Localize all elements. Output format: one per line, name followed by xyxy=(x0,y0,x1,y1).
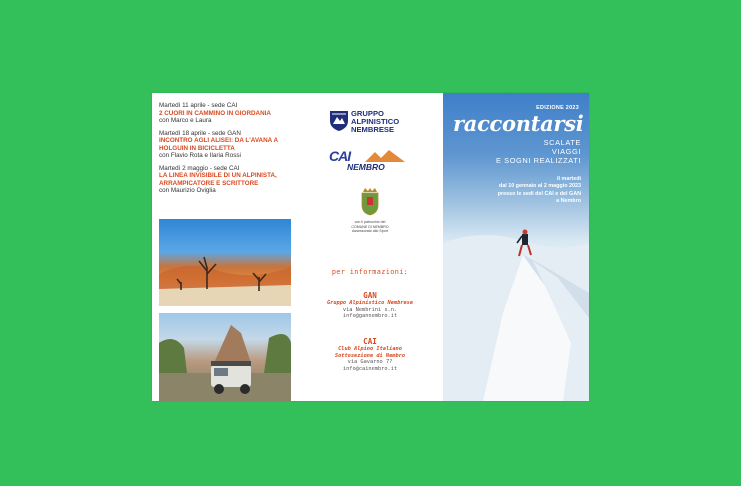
event-speakers: con Marco e Laura xyxy=(159,117,212,124)
gan-name: GAN xyxy=(363,291,377,300)
cai-logo-subtext: NEMBRO xyxy=(347,162,385,172)
cai-logo xyxy=(329,148,409,172)
info-panel xyxy=(297,93,443,401)
schedule-line: a Nembro xyxy=(556,198,581,205)
schedule-note xyxy=(498,176,581,206)
event-item xyxy=(159,165,297,195)
gan-contact xyxy=(297,291,443,320)
event-date: Martedì 2 maggio - sede CAI xyxy=(159,164,240,172)
patronage-note xyxy=(317,220,423,234)
brochure xyxy=(152,93,589,401)
event-date: Martedì 18 aprile - sede GAN xyxy=(159,129,241,137)
gan-logo xyxy=(329,110,399,134)
gan-logo-line: GRUPPO xyxy=(351,109,384,118)
schedule-line: dal 10 gennaio al 2 maggio 2023 xyxy=(498,183,581,190)
event-speakers: con Maurizio Oviglia xyxy=(159,187,216,194)
event-item xyxy=(159,102,297,125)
gan-full-name: Gruppo Alpinistico Nembrese xyxy=(326,300,414,306)
cai-contact xyxy=(297,337,443,372)
cai-name: CAI xyxy=(363,337,377,346)
patronage-line: Assessorato allo Sport xyxy=(352,229,388,233)
gan-logo-line: ALPINISTICO xyxy=(351,117,400,126)
safari-photo xyxy=(159,313,291,401)
cover-subtitle xyxy=(496,138,581,166)
patronage-line: COMUNE DI NEMBRO xyxy=(351,224,389,229)
subtitle-line: E SOGNI REALIZZATI xyxy=(496,156,581,166)
cover-title: raccontarsi xyxy=(453,111,584,136)
event-title: INCONTRO AGLI ALISEI: DA L'AVANA A HOLGUIN IN BICICLETTA xyxy=(159,137,278,152)
program-panel xyxy=(152,93,297,401)
event-title: 2 CUORI IN CAMMINO IN GIORDANIA xyxy=(159,109,271,117)
cai-full-name: Club Alpino Italiano xyxy=(338,346,402,352)
info-heading: per informazioni: xyxy=(331,268,409,276)
gan-address: via Nembrini s.n. xyxy=(342,306,398,313)
subtitle-line: SCALATE xyxy=(543,138,581,147)
gan-shield-icon xyxy=(329,110,349,132)
cai-email[interactable]: info@cainembro.it xyxy=(342,365,398,372)
municipal-crest-icon xyxy=(360,188,380,216)
cover-panel xyxy=(443,93,589,401)
gan-logo-line: NEMBRESE xyxy=(351,125,395,134)
event-speakers: con Flavio Rota e Ilaria Rossi xyxy=(159,152,241,159)
event-item xyxy=(159,130,297,160)
event-date: Martedì 11 aprile - sede CAI xyxy=(159,102,238,109)
cai-logo-text: CAI xyxy=(329,148,351,164)
cai-section-name: Sottosezione di Nembro xyxy=(334,352,406,359)
schedule-line: presso le sedi del CAI e del GAN xyxy=(497,190,581,197)
gan-email[interactable]: info@gannembro.it xyxy=(342,313,398,320)
mountain-icon xyxy=(365,150,405,162)
event-title: LA LINEA INVISIBILE DI UN ALPINISTA, ARRAMPICATORE E SCRITTORE xyxy=(159,172,277,187)
subtitle-line: VIAGGI xyxy=(551,147,581,157)
desert-photo xyxy=(159,219,291,306)
patronage-line: con il patrocinio del xyxy=(354,220,386,224)
edition-label: EDIZIONE 2023 xyxy=(536,105,579,111)
schedule-line: il martedì xyxy=(557,176,581,182)
cai-address: via Gavarno 7? xyxy=(347,359,393,366)
